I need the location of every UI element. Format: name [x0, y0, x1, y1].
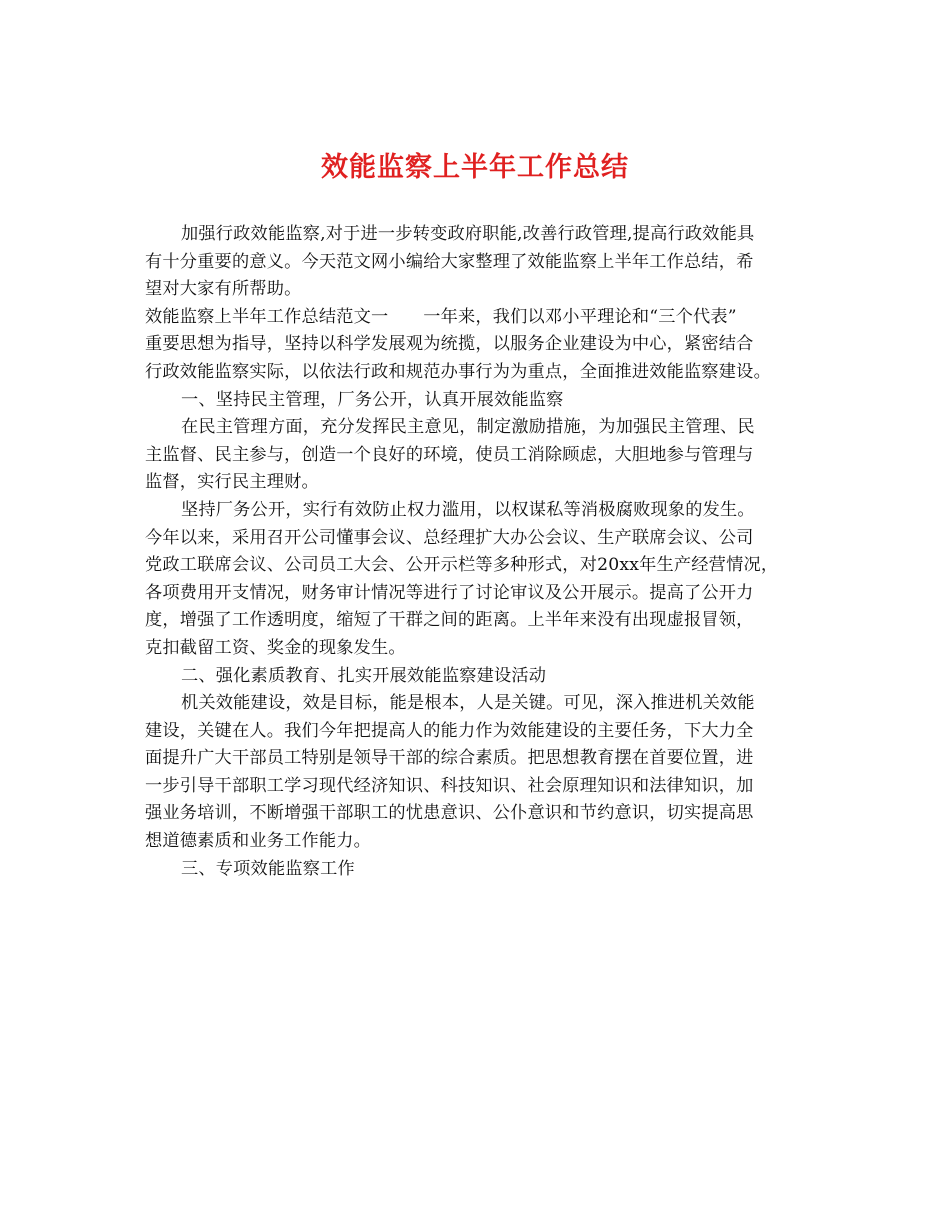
document-body [145, 221, 807, 883]
body-line: 三、专项效能监察工作 [181, 858, 355, 879]
body-line: 效能监察上半年工作总结范文一 一年来，我们以邓小平理论和“三个代表” [145, 306, 737, 327]
body-line: 望对大家有所帮助。 [145, 279, 302, 300]
document-title: 效能监察上半年工作总结 [321, 152, 629, 183]
body-line: 重要思想为指导，坚持以科学发展观为统揽，以服务企业建设为中心，紧密结合 [145, 334, 754, 355]
body-line: 一步引导干部职工学习现代经济知识、科技知识、社会原理知识和法律知识，加 [145, 775, 754, 796]
body-line: 行政效能监察实际，以依法行政和规范办事行为为重点，全面推进效能监察建设。 [145, 361, 771, 382]
body-line: 面提升广大干部员工特别是领导干部的综合素质。把思想教育摆在首要位置，进 [145, 748, 754, 769]
body-line: 党政工联席会议、公司员工大会、公开示栏等多种形式，对20xx年生产经营情况， [145, 555, 779, 576]
body-line: 监督，实行民主理财。 [145, 472, 319, 493]
body-line: 各项费用开支情况，财务审计情况等进行了讨论审议及公开展示。提高了公开力 [145, 582, 754, 603]
body-line: 机关效能建设，效是目标，能是根本，人是关键。可见，深入推进机关效能 [181, 693, 755, 714]
body-line: 一、坚持民主管理，厂务公开，认真开展效能监察 [181, 389, 564, 410]
body-line: 坚持厂务公开，实行有效防止权力滥用，以权谋私等消极腐败现象的发生。 [181, 499, 755, 520]
body-line: 克扣截留工资、奖金的现象发生。 [145, 637, 406, 658]
body-line: 有十分重要的意义。今天范文网小编给大家整理了效能监察上半年工作总结，希 [145, 251, 754, 272]
body-line: 建设，关键在人。我们今年把提高人的能力作为效能建设的主要任务，下大力全 [145, 720, 754, 741]
body-line: 加强行政效能监察,对于进一步转变政府职能,改善行政管理,提高行政效能具 [181, 224, 755, 244]
body-line: 二、强化素质教育、扎实开展效能监察建设活动 [181, 665, 547, 686]
body-line: 主监督、民主参与，创造一个良好的环境，使员工消除顾虑，大胆地参与管理与 [145, 444, 754, 465]
body-line: 强业务培训，不断增强干部职工的忧患意识、公仆意识和节约意识，切实提高思 [145, 803, 754, 824]
body-line: 在民主管理方面，充分发挥民主意见，制定激励措施，为加强民主管理、民 [181, 417, 755, 438]
body-line: 想道德素质和业务工作能力。 [145, 831, 372, 852]
body-line: 今年以来，采用召开公司懂事会议、总经理扩大办公会议、生产联席会议、公司 [145, 527, 754, 548]
body-line: 度，增强了工作透明度，缩短了干群之间的距离。上半年来没有出现虚报冒领， [145, 610, 754, 631]
